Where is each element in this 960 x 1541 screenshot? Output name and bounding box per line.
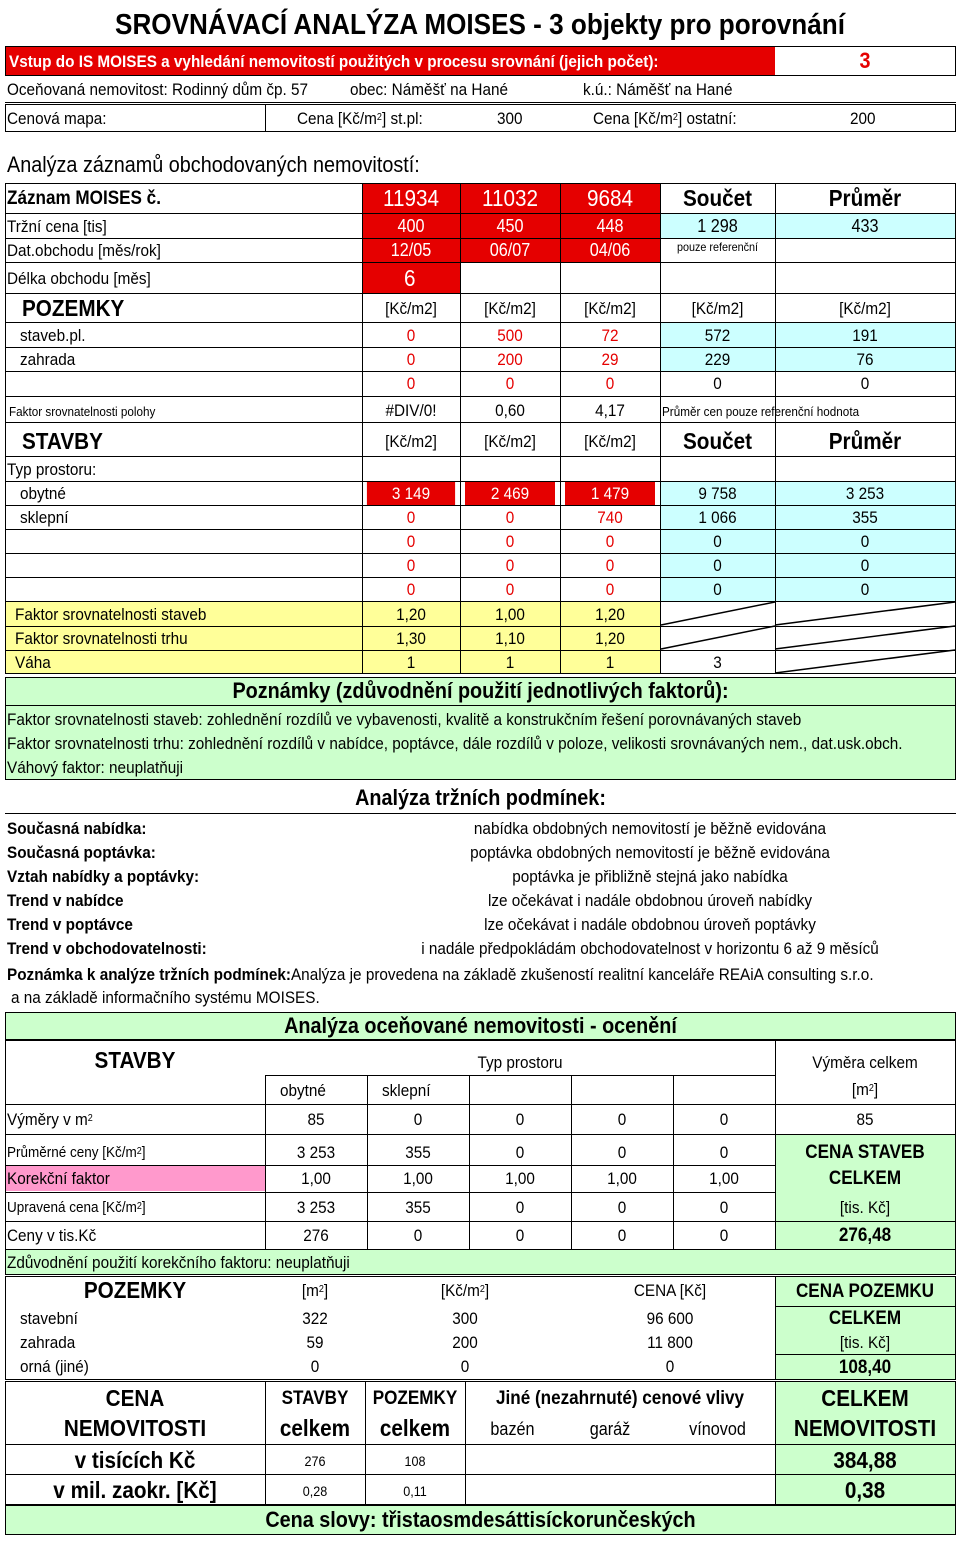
cena-staveb-celkem: CELKEM [828, 1167, 902, 1189]
intro-count: 3 [859, 48, 871, 73]
avg-prices-label: Průměrné ceny [Kč/m 2 ] [7, 1143, 146, 1161]
price-map-other-value: 200 [850, 108, 876, 128]
buildings-unit: [Kč/m2] [385, 431, 437, 451]
market-value: nabídka obdobných nemovitostí je běžně evidována [473, 818, 827, 838]
summary-row1-label: v tisících Kč [74, 1446, 196, 1473]
building-value: 1 479 [565, 481, 655, 505]
land-factor-label: Faktor srovnatelnosti polohy [9, 403, 156, 419]
market-label: Současná nabídka: [7, 818, 147, 838]
market-value: lze očekávat i nadále obdobnou úroveň nabídky [487, 890, 813, 910]
market-label: Vztah nabídky a poptávky: [7, 866, 200, 886]
building-sum: 1 066 [698, 507, 737, 527]
building-sum: 9 758 [698, 483, 737, 503]
land-factor-note: Průměr cen pouze referenční hodnota [662, 403, 860, 419]
valuation-areas-value: 0 [617, 1109, 627, 1129]
buildings-sum-label: Součet [682, 427, 753, 454]
trade-date-note: pouze referenční [677, 240, 759, 254]
market-value: lze očekávat i nadále obdobnou úroveň poptávky [484, 914, 816, 934]
trade-date-value: 04/06 [589, 240, 631, 260]
pozemky-total-unit: [tis. Kč] [839, 1332, 891, 1352]
records-sum-label: Součet [682, 184, 753, 211]
pozemky-area: 59 [306, 1332, 324, 1352]
valuation-avg_prices-value: 0 [719, 1142, 729, 1162]
weight-value: 1 [605, 652, 615, 672]
weight-value: 1 [406, 652, 416, 672]
subject-property: Oceňovaná nemovitost: Rodinný dům čp. 57 [7, 79, 309, 99]
building-value: 3 149 [367, 481, 455, 505]
land-value: 0 [406, 349, 416, 369]
pozemky-total-2: CELKEM [828, 1307, 902, 1329]
valuation-corr-value: 1,00 [505, 1168, 535, 1188]
pozemky-cena: 11 800 [647, 1332, 693, 1352]
land-factor-value: 4,17 [595, 400, 625, 420]
land-unit: [Kč/m2] [584, 298, 636, 318]
market-heading: Analýza tržních podmínek: [355, 785, 606, 810]
land-value: 500 [497, 325, 523, 345]
pozemky-price: 300 [452, 1308, 478, 1328]
land-unit: [Kč/m2] [385, 298, 437, 318]
building-avg: 3 253 [845, 483, 885, 503]
market-price-sum: 1 298 [697, 216, 738, 236]
land-avg: 0 [860, 373, 870, 393]
subject-cadastre: k.ú.: Náměšť na Hané [583, 79, 733, 99]
market-label: Současná poptávka: [7, 842, 156, 862]
valuation-adj-value: 355 [405, 1197, 431, 1217]
intro-label: Vstup do IS MOISES a vyhledání nemovitostí použitých v procesu srovnání (jejich počet): [9, 51, 659, 71]
factor-market-label: Faktor srovnatelnosti trhu [15, 628, 188, 648]
price-map-label: Cenová mapa: [7, 108, 107, 128]
summary-row2-label: v mil. zaokr. [Kč] [53, 1476, 217, 1503]
land-value: 200 [497, 349, 523, 369]
factor-market-value: 1,30 [396, 628, 426, 648]
column-label: obytné [280, 1080, 326, 1100]
buildings-avg-label: Průměr [828, 427, 902, 454]
trade-date-value: 12/05 [390, 240, 432, 260]
market-label: Trend v nabídce [7, 890, 124, 910]
valuation-tis-value: 0 [719, 1225, 729, 1245]
building-sum: 0 [713, 531, 722, 551]
record-id: 11032 [481, 184, 539, 211]
areas-label: Výměry v m 2 [7, 1109, 93, 1129]
cena-staveb: CENA STAVEB [805, 1141, 925, 1163]
valuation-corr-value: 1,00 [301, 1168, 331, 1188]
record-id: 11934 [382, 184, 440, 211]
market-price-value: 400 [397, 216, 425, 236]
building-value: 0 [505, 555, 515, 575]
building-row-label: sklepní [20, 507, 69, 527]
note-line: Váhový faktor: neuplatňuji [7, 757, 184, 777]
notes-heading: Poznámky (zdůvodnění použití jednotlivých faktorů): [232, 678, 729, 703]
corr-note: Zdůvodnění použití korekčního faktoru: neuplatňuji [7, 1252, 350, 1272]
pozemky-unit-price: [Kč/m 2 ] [440, 1280, 490, 1300]
weight-value: 1 [505, 652, 515, 672]
land-avg: 191 [852, 325, 878, 345]
valuation-stavby: STAVBY [94, 1046, 176, 1073]
corr-label: Korekční faktor [7, 1168, 110, 1188]
trade-date-value: 06/07 [489, 240, 531, 260]
land-value: 0 [605, 373, 615, 393]
building-avg: 0 [860, 579, 870, 599]
building-value: 2 469 [465, 481, 555, 505]
summary-stavby-1: STAVBY [281, 1387, 349, 1409]
pozemky-cena: 0 [665, 1356, 675, 1376]
diagonal-lines [0, 0, 960, 700]
valuation-tis-value: 0 [617, 1225, 627, 1245]
weight-sum: 3 [713, 652, 722, 672]
building-row-label: obytné [20, 483, 66, 503]
pozemky-cena: 96 600 [646, 1308, 694, 1328]
summary-row1-stavby: 276 [304, 1453, 326, 1469]
summary-celkem-1: CELKEM [821, 1384, 909, 1411]
summary-row2-total: 0,38 [844, 1476, 886, 1503]
subject-municipality: obec: Náměšť na Hané [350, 79, 508, 99]
factor-market-value: 1,10 [495, 628, 525, 648]
valuation-tis-value: 0 [515, 1225, 525, 1245]
pozemky-unit-area: [m 2 ] [301, 1280, 329, 1300]
price-map-other-label: Cena [Kč/m 2 ] ostatní: [593, 108, 737, 128]
pozemky-area: 322 [302, 1308, 328, 1328]
valuation-tis-value: 0 [413, 1225, 423, 1245]
building-value: 0 [406, 531, 416, 551]
market-price-value: 448 [596, 216, 624, 236]
building-sum: 0 [713, 555, 722, 575]
summary-jine: Jiné (nezahrnuté) cenové vlivy [495, 1387, 745, 1409]
vymera-unit: [m 2 ] [851, 1079, 879, 1099]
land-value: 29 [601, 349, 619, 369]
market-value: i nadále předpokládám obchodovatelnost v horizontu 6 až 9 měsíců [421, 938, 879, 958]
factor-build-value: 1,20 [595, 604, 625, 624]
market-note: Poznámka k analýze tržních podmínek: Analýza je provedena na základě zkušeností realitní kanceláře REAiA consulting s.r.o. [7, 964, 874, 984]
market-price-label: Tržní cena [tis] [7, 216, 107, 236]
valuation-areas-value: 0 [719, 1109, 729, 1129]
note-line: Faktor srovnatelnosti staveb: zohlednění rozdílů ve vybavenosti, kvalitě a konstrukčním řešení porovnávaných staveb [7, 709, 802, 729]
valuation-adj-value: 0 [617, 1197, 627, 1217]
summary-pozemky-1: POZEMKY [372, 1387, 458, 1409]
land-sum: 229 [704, 349, 731, 369]
valuation-adj-value: 0 [515, 1197, 525, 1217]
land-unit: [Kč/m2] [691, 298, 744, 318]
buildings-heading: STAVBY [22, 427, 103, 454]
tis-label: Ceny v tis.Kč [7, 1225, 97, 1245]
type-prostoru: Typ prostoru [477, 1052, 563, 1072]
summary-cena-1: CENA [105, 1384, 165, 1411]
buildings-unit: [Kč/m2] [484, 431, 536, 451]
summary-cena-2: NEMOVITOSTI [63, 1414, 207, 1441]
land-sum: 0 [713, 373, 722, 393]
building-value: 0 [605, 531, 615, 551]
note-line: Faktor srovnatelnosti trhu: zohlednění rozdílů v nabídce, poptávce, dále rozdílů v poloze, velikosti srovnávaných nem., dat.usk.obch. [7, 733, 903, 753]
factor-build-label: Faktor srovnatelnosti staveb [15, 604, 207, 624]
weight-label: Váha [15, 652, 51, 672]
records-avg-label: Průměr [828, 184, 902, 211]
valuation-areas-value: 0 [413, 1109, 423, 1129]
record-id: 9684 [586, 184, 634, 211]
pozemky-total-1: CENA POZEMKU [795, 1280, 935, 1302]
factor-build-value: 1,20 [396, 604, 426, 624]
summary-frame [5, 1381, 956, 1505]
areas-total: 85 [856, 1109, 874, 1129]
buildings-unit: [Kč/m2] [584, 431, 636, 451]
land-row-label: staveb.pl. [20, 325, 86, 345]
summary-jine-item: garáž [589, 1419, 631, 1439]
pozemky-area: 0 [310, 1356, 320, 1376]
summary-jine-item: bazén [490, 1419, 535, 1439]
summary-row1-total: 384,88 [833, 1446, 897, 1473]
price-map-building-label: Cena [Kč/m 2 ] st.pl: [297, 108, 423, 128]
land-sum: 572 [704, 325, 731, 345]
market-price-avg: 433 [851, 216, 879, 236]
factor-market-value: 1,20 [595, 628, 625, 648]
column-label: sklepní [382, 1080, 431, 1100]
valuation-adj-value: 0 [719, 1197, 729, 1217]
summary-row2-stavby: 0,28 [302, 1483, 328, 1499]
valuation-avg_prices-value: 0 [515, 1142, 525, 1162]
summary-row1-pozemky: 108 [404, 1453, 426, 1469]
pozemky-unit-cena: CENA [Kč] [633, 1280, 707, 1300]
building-value: 0 [505, 531, 515, 551]
building-value: 0 [605, 579, 615, 599]
building-avg: 355 [852, 507, 878, 527]
land-heading: POZEMKY [22, 294, 125, 321]
land-value: 0 [505, 373, 515, 393]
building-value: 0 [505, 579, 515, 599]
valuation-adj-value: 3 253 [296, 1197, 336, 1217]
cena-staveb-value: 276,48 [838, 1224, 892, 1246]
trade-length-value: 6 [404, 264, 416, 291]
market-value: poptávka je přibližně stejná jako nabídka [512, 866, 788, 886]
price-map-building-value: 300 [497, 108, 523, 128]
land-value: 0 [406, 373, 416, 393]
trade-date-label: Dat.obchodu [měs/rok] [7, 240, 161, 260]
adj-label: Upravená cena [Kč/m 2 ] [7, 1198, 146, 1216]
summary-words: Cena slovy: třistaosmdesáttisíckorunčeských [265, 1507, 696, 1532]
land-factor-value: #DIV/0! [385, 400, 437, 420]
valuation-areas-value: 85 [307, 1109, 325, 1129]
land-value: 72 [601, 325, 619, 345]
building-value: 740 [597, 507, 623, 527]
summary-stavby-2: celkem [279, 1414, 351, 1441]
land-row-label: zahrada [20, 349, 76, 369]
land-unit: [Kč/m2] [839, 298, 891, 318]
summary-jine-item: vínovod [689, 1419, 746, 1439]
summary-row2-pozemky: 0,11 [403, 1483, 427, 1499]
pozemky-price: 200 [452, 1332, 478, 1352]
market-value: poptávka obdobných nemovitostí je běžně evidována [470, 842, 830, 862]
building-value: 0 [505, 507, 515, 527]
market-note-line2: a na základě informačního systému MOISES. [11, 987, 320, 1007]
valuation-avg_prices-value: 355 [405, 1142, 431, 1162]
summary-celkem-2: NEMOVITOSTI [793, 1414, 937, 1441]
building-value: 0 [406, 555, 416, 575]
analysis-heading: Analýza záznamů obchodovaných nemovitostí: [7, 152, 420, 177]
type-label: Typ prostoru: [7, 459, 97, 479]
market-label: Trend v obchodovatelnosti: [7, 938, 207, 958]
pozemky-row-label: orná (jiné) [20, 1356, 89, 1376]
valuation-corr-value: 1,00 [607, 1168, 637, 1188]
pozemky-price: 0 [460, 1356, 470, 1376]
pozemky-frame [5, 1276, 956, 1380]
trade-length-label: Délka obchodu [měs] [7, 268, 151, 288]
valuation-avg_prices-value: 3 253 [296, 1142, 336, 1162]
market-price-value: 450 [496, 216, 524, 236]
valuation-avg_prices-value: 0 [617, 1142, 627, 1162]
pozemky-row-label: zahrada [20, 1332, 76, 1352]
building-sum: 0 [713, 579, 722, 599]
pozemky-heading: POZEMKY [83, 1276, 187, 1303]
valuation-tis-value: 276 [303, 1225, 329, 1245]
valuation-heading: Analýza oceňované nemovitosti - ocenění [284, 1013, 677, 1038]
valuation-corr-value: 1,00 [403, 1168, 433, 1188]
factor-build-value: 1,00 [495, 604, 525, 624]
vymera-celkem: Výměra celkem [812, 1052, 918, 1072]
building-avg: 0 [860, 555, 870, 575]
land-value: 0 [406, 325, 416, 345]
land-factor-value: 0,60 [495, 400, 525, 420]
building-value: 0 [406, 579, 416, 599]
market-label: Trend v poptávce [7, 914, 133, 934]
land-avg: 76 [856, 349, 874, 369]
page-title: SROVNÁVACÍ ANALÝZA MOISES - 3 objekty pro porovnání [115, 8, 845, 41]
cena-staveb-unit: [tis. Kč] [839, 1197, 891, 1217]
building-value: 0 [605, 555, 615, 575]
records-label: Záznam MOISES č. [7, 187, 161, 209]
building-value: 0 [406, 507, 416, 527]
pozemky-total-value: 108,40 [838, 1356, 892, 1378]
building-avg: 0 [860, 531, 870, 551]
valuation-corr-value: 1,00 [709, 1168, 739, 1188]
summary-pozemky-2: celkem [379, 1414, 451, 1441]
pozemky-row-label: stavební [20, 1308, 78, 1328]
land-unit: [Kč/m2] [484, 298, 536, 318]
valuation-areas-value: 0 [515, 1109, 525, 1129]
